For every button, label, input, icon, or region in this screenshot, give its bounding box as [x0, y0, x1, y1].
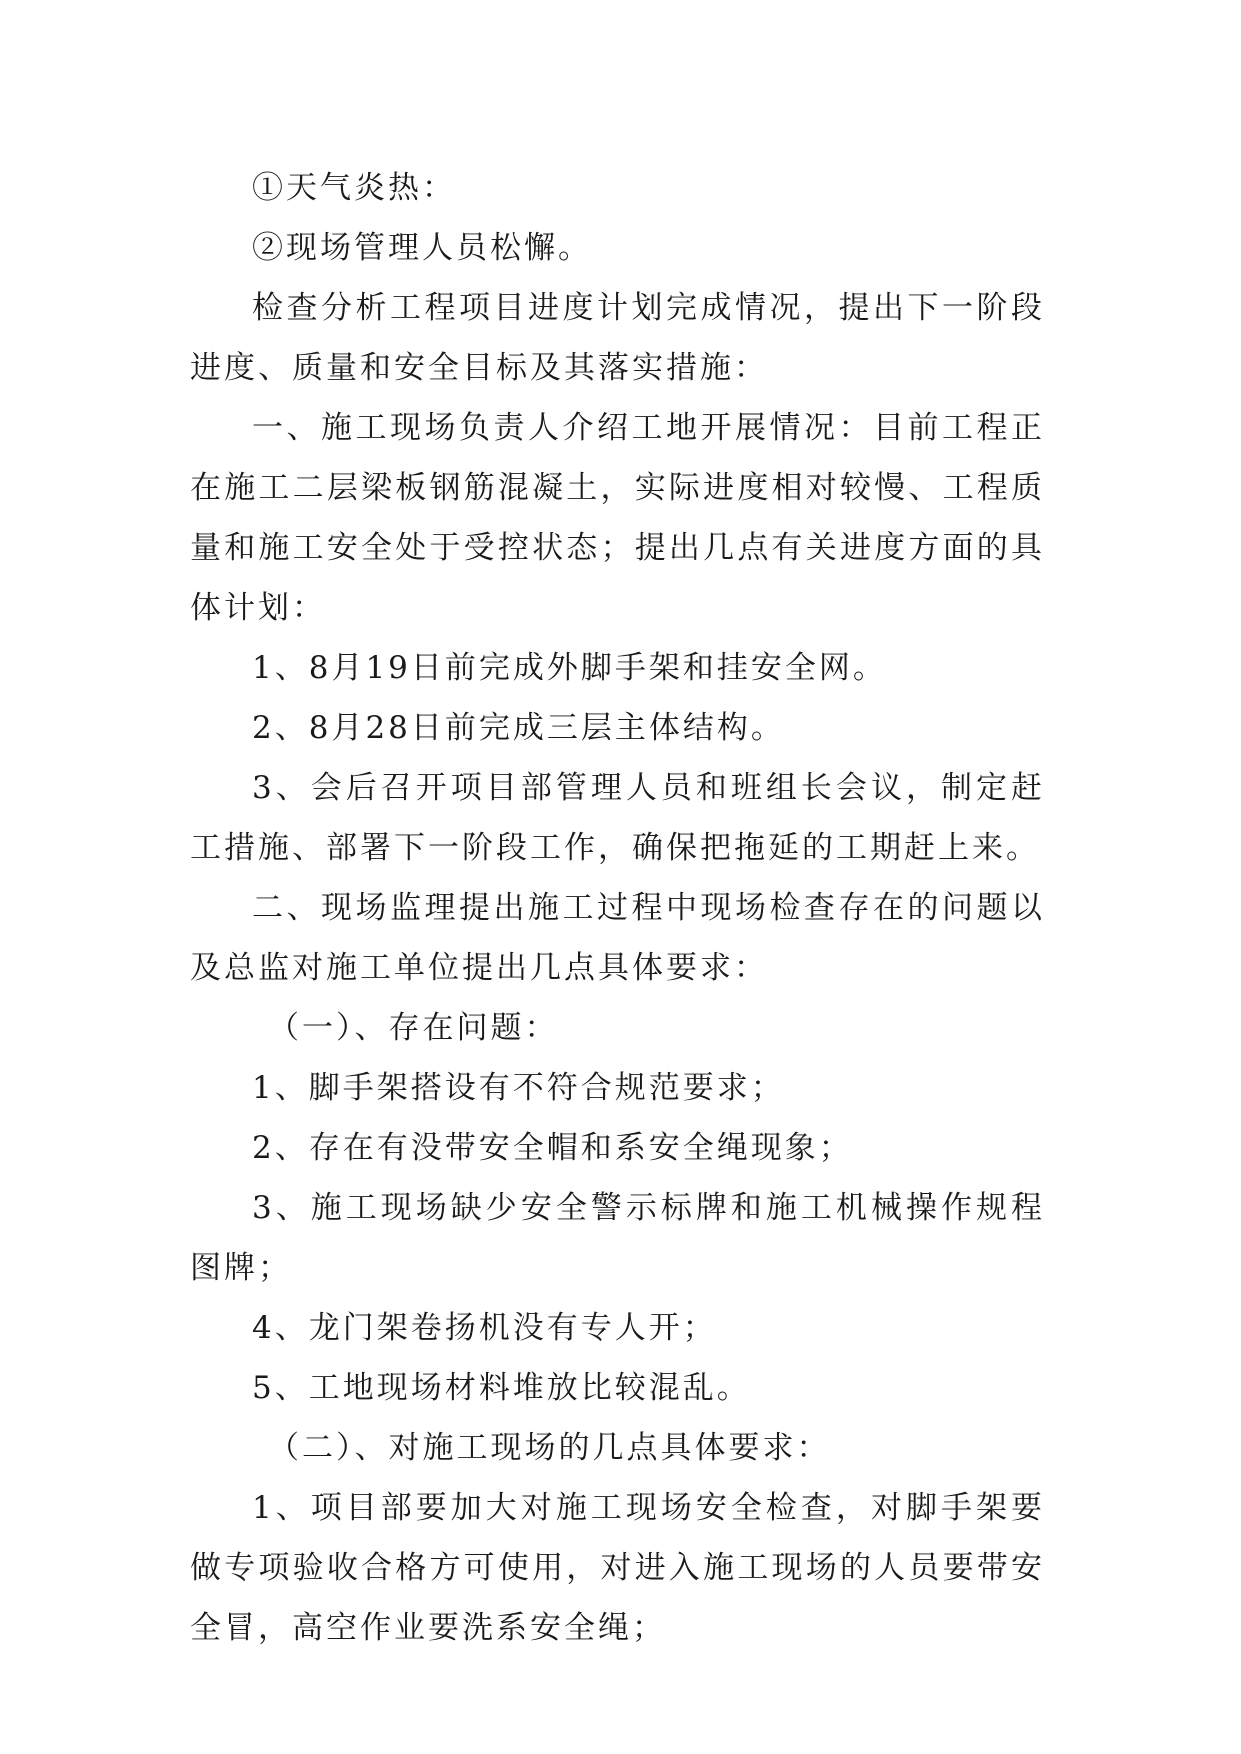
paragraph-progress-review: 检查分析工程项目进度计划完成情况，提出下一阶段进度、质量和安全目标及其落实措施： — [190, 290, 1045, 386]
problem-item-5: 5、工地现场材料堆放比较混乱。 — [252, 1370, 751, 1406]
problem-item-4: 4、龙门架卷扬机没有专人开； — [252, 1310, 717, 1346]
subheading-problems: （一）、存在问题： — [268, 1010, 559, 1046]
problem-item-3: 3、施工现场缺少安全警示标牌和施工机械操作规程图牌； — [190, 1190, 1045, 1286]
paragraph-section-two: 二、现场监理提出施工过程中现场检查存在的问题以及总监对施工单位提出几点具体要求： — [190, 890, 1045, 986]
paragraph-management: ②现场管理人员松懈。 — [252, 230, 592, 266]
problem-item-2: 2、存在有没带安全帽和系安全绳现象； — [252, 1130, 853, 1166]
paragraph-weather: ①天气炎热： — [252, 170, 456, 206]
document-body — [190, 158, 1045, 1658]
plan-item-3: 3、会后召开项目部管理人员和班组长会议，制定赶工措施、部署下一阶段工作，确保把拖延的工期赶上来。 — [190, 770, 1045, 866]
plan-item-1: 1、8月19日前完成外脚手架和挂安全网。 — [252, 650, 887, 686]
plan-item-2: 2、8月28日前完成三层主体结构。 — [252, 710, 785, 746]
subheading-requirements: （二）、对施工现场的几点具体要求： — [268, 1430, 831, 1466]
requirement-item-1: 1、项目部要加大对施工现场安全检查，对脚手架要做专项验收合格方可使用，对进入施工现场的人员要带安全冒，高空作业要洗系安全绳； — [190, 1490, 1045, 1646]
problem-item-1: 1、脚手架搭设有不符合规范要求； — [252, 1070, 785, 1106]
paragraph-section-one: 一、施工现场负责人介绍工地开展情况：目前工程正在施工二层梁板钢筋混凝土，实际进度相对较慢、工程质量和施工安全处于受控状态；提出几点有关进度方面的具体计划： — [190, 410, 1045, 626]
